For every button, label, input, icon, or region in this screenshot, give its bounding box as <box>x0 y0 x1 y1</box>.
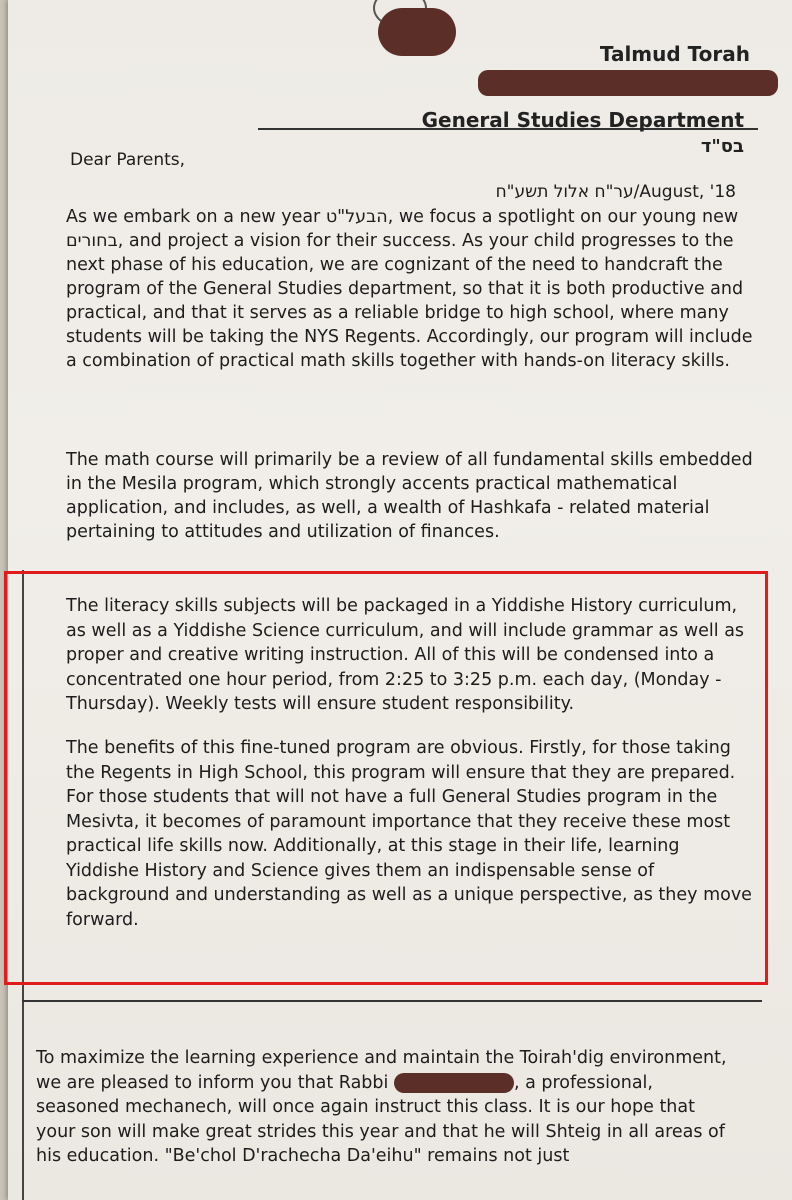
letter-date: ער"ח אלול תשע"ח/August, '18 <box>495 182 736 202</box>
redaction-mark-name <box>394 1073 514 1093</box>
salutation: Dear Parents, <box>70 150 186 170</box>
literacy-paragraph: The literacy skills subjects will be packaged in a Yiddishe History curriculum, as well as a Yiddishe Science curriculum, and will include grammar as well as proper and creative writing instruction. All of this will be condensed into a concentrated one hour period, from 2:25 to 3:25 p.m. each day, (Monday - Thursday). Weekly tests will ensure student responsibility. <box>66 596 745 714</box>
highlight-box <box>4 571 768 985</box>
benefits-paragraph: The benefits of this fine-tuned program are obvious. Firstly, for those taking the Regents in High School, this program will ensure that they are prepared. For those students that will not have a full General Studies program in the Mesivta, it becomes of paramount importance that they receive these most practical life skills now. Additionally, at this stage in their life, learning Yiddishe History and Science gives them an indispensable sense of background and understanding as well as a unique perspective, as they move forward. <box>66 738 752 930</box>
redaction-mark-header <box>478 70 778 96</box>
math-paragraph: The math course will primarily be a review of all fundamental skills embedded in the Mesila program, which strongly accents practical mathematical application, and includes, as well, a wealth of Hashkafa - related material pertaining to attitudes and utilization of finances. <box>66 450 753 542</box>
org-name: Talmud Torah <box>599 42 750 66</box>
redaction-mark-top <box>378 8 456 56</box>
closing-text-start: To maximize the learning experience and maintain the Toirah'dig environment, we are pleased to inform you that Rabbi <box>36 1048 727 1093</box>
closing-text-end: , a professional, seasoned mechanech, will once again instruct this class. It is our hope that your son will make great strides this year and that he will Shteig in all areas of his education. "Be'chol D'rachecha Da'eihu" remains not just <box>36 1072 725 1166</box>
intro-paragraph: As we embark on a new year הבעל"ט, we focus a spotlight on our young new בחורים, and project a vision for their success. As your child progresses to the next phase of his education, we are cognizant of the need to handcraft the program of the General Studies department, so that it is both productive and practical, and that it serves as a reliable bridge to high school, where many students will be taking the NYS Regents. Accordingly, our program will include a combination of practical math skills together with hands-on literacy skills. <box>66 207 753 371</box>
page-border-bottom <box>22 1000 762 1002</box>
closing-paragraph <box>36 1046 736 1169</box>
department-name: General Studies Department <box>421 108 744 132</box>
bsd-mark: בס"ד <box>700 136 744 157</box>
